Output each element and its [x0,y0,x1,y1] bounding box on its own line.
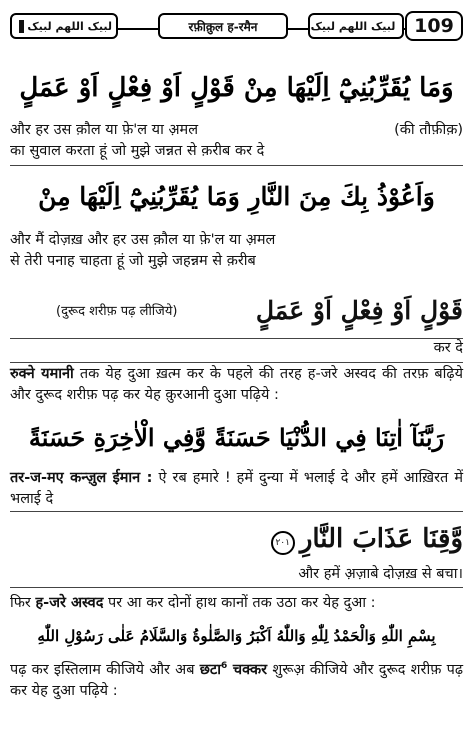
page-number-text: 109 [414,15,454,37]
instruction-7-text-a: फिर [10,595,36,611]
header-tag-right-text: لبیک اللھم لبیک [310,19,396,33]
dua-arabic-3: قَوْلٍ اَوْ فِعْلٍ اَوْ عَمَلٍ [255,296,463,325]
durood-note: (दुरूद शरीफ़ पढ़ लीजिये) [56,304,178,319]
translation-2-line2: से तेरी पनाह चाहता हूं जो मुझे जहन्नम से क़रीब [10,253,256,269]
dua-line-3 [10,286,463,336]
kanzul-iman-translation [10,468,463,510]
instruction-rukne-yamani [10,364,463,406]
instruction-7-text-d: शुरूअ़ कीजिये और दुरूद शरीफ़ पढ़ कर येह दुआ पढ़िये : [10,661,463,699]
page-number [405,11,463,41]
round-label: चक्कर [227,661,268,678]
translation-1-line1-text: और हर उस क़ौल या फ़े'ल या अ़मल [10,122,199,138]
ayah-number-marker: ٢٠١ [271,531,295,555]
quranic-dua-arabic-2: وَّقِنَا عَذَابَ النَّارِ [299,524,463,554]
translation-1-note: (की तौफ़ीक़) [394,122,463,138]
translation-1 [10,120,463,162]
divider [10,511,463,512]
translation-1-line2: का सुवाल करता हूं जो मुझे जन्नत से क़रीब कर दे [10,143,265,159]
translation-2 [10,230,463,272]
translation-3: कर दे [433,340,463,356]
sixth-superscript: 6 [221,661,228,671]
quranic-dua-line-2 [10,514,463,564]
sixth-label: छटा [199,661,221,678]
kanzul-iman-label: तर-ज-मए कन्ज़ुल ईमान : [10,470,153,486]
kanzul-iman-text: ऐ रब हमारे ! हमें दुन्या में भलाई दे और हमें आख़िरत में भलाई दे [10,470,463,507]
translation-2-line1: और मैं दोज़ख़ और हर उस क़ौल या फ़े'ल या अ़मल [10,232,276,248]
hajre-aswad-label: ह-जरे अस्वद [35,595,104,611]
instruction-7-text-b: पर आ कर दोनों हाथ कानों तक उठा कर येह दुआ : [103,595,376,611]
instruction-hajre-aswad [10,593,463,614]
header-tag-right [308,13,404,39]
instruction-text: तक येह दुआ ख़त्म कर के पहले की तरह ह-जरे अस्वद की तरफ़ बढ़िये और दुरूद शरीफ़ पढ़ कर येह क़ुरआनी दुआ पढ़िये : [10,366,463,403]
header-tag-left [10,13,118,39]
header-tag-left-text: لبیک اللھم لبیک [27,19,112,33]
istilam-dua-arabic: بِسْمِ اللّٰهِ وَالْحَمْدُ لِلّٰهِ وَاللّٰهُ اَكْبَرُ وَالصَّلٰوةُ وَالسَّلَامُ عَلٰى رَسُوْلِ اللّٰهِ [37,627,436,645]
dua-arabic-1: وَمَا يُقَرِّبُنِيْٓ اِلَيْهَا مِنْ قَوْلٍ اَوْ فِعْلٍ اَوْ عَمَلٍ [19,73,454,103]
divider [10,362,463,363]
divider [10,165,463,166]
page-header [10,10,463,46]
dua-arabic-2: وَاَعُوْذُ بِكَ مِنَ النَّارِ وَمَا يُقَرِّبُنِيْٓ اِلَيْهَا مِنْ [38,182,435,211]
header-title-text: रफ़ीक़ुल ह-रमैन [188,19,258,34]
instruction-sixth-round [10,656,463,702]
header-title [158,13,288,39]
translation-6: और हमें अ़ज़ाबे दोज़ख़ से बचा। [298,566,463,582]
quranic-dua-arabic: رَبَّنَآ اٰتِنَا فِي الدُّنْيَا حَسَنَةً وَّفِي الْاٰخِرَةِ حَسَنَةً [28,423,445,452]
kaaba-icon [19,20,24,33]
instruction-7-text-c: पढ़ कर इस्तिलाम कीजिये और अब [10,661,200,678]
rukne-yamani-label: रुक्ने यमानी [10,366,74,382]
divider [10,587,463,588]
translation-1-line1 [10,120,463,141]
